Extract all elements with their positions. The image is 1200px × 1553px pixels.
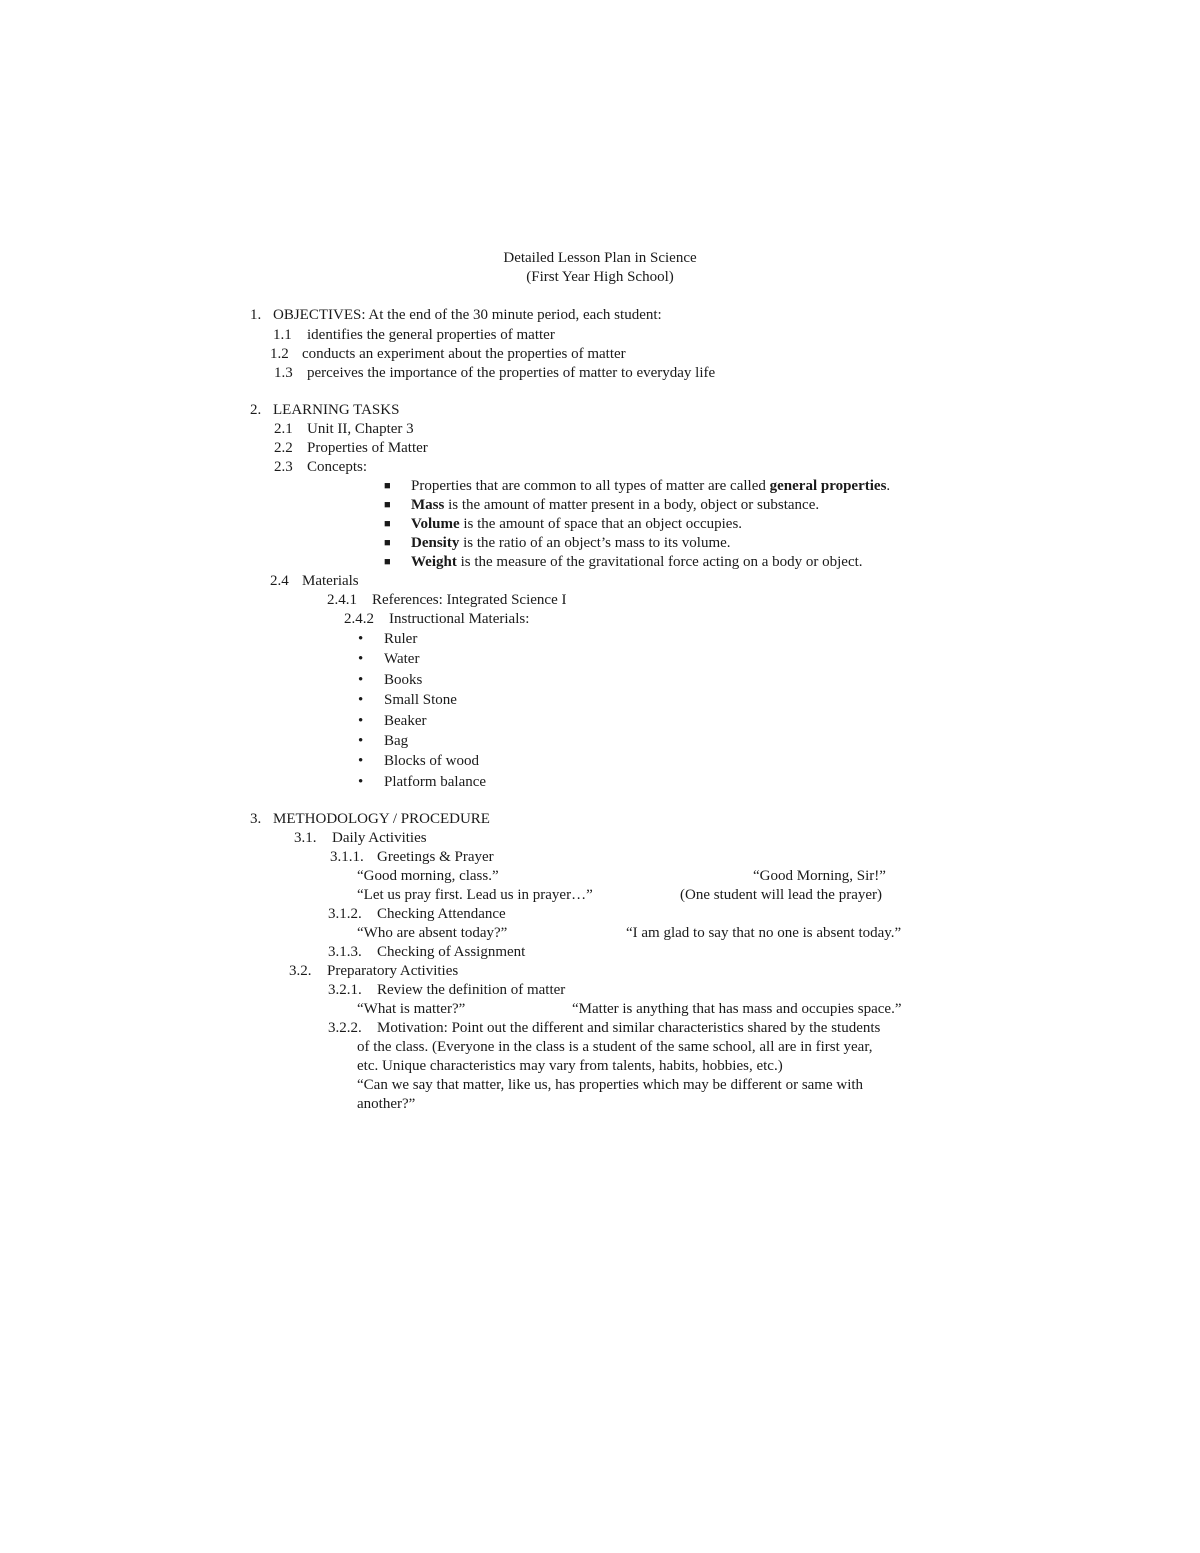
concept-2-term: Mass xyxy=(411,497,445,513)
section-1-number: 1. xyxy=(250,307,262,323)
material-item: Ruler xyxy=(384,631,418,647)
section-2-number: 2. xyxy=(250,402,262,418)
material-item: Bag xyxy=(384,733,409,749)
concept-4-term: Density xyxy=(411,535,460,551)
instructional-number: 2.4.2 xyxy=(344,611,374,627)
daily-activities-label: Daily Activities xyxy=(332,830,427,846)
preparatory-label: Preparatory Activities xyxy=(327,963,459,979)
concept-4-text: is the ratio of an object’s mass to its volume. xyxy=(459,535,731,551)
round-bullet-icon: • xyxy=(358,774,364,790)
motivation-number: 3.2.2. xyxy=(328,1020,362,1036)
round-bullet-icon: • xyxy=(358,713,364,729)
teacher-line: “Who are absent today?” xyxy=(357,925,508,941)
student-line: “I am glad to say that no one is absent today.” xyxy=(626,925,902,941)
teacher-line: “What is matter?” xyxy=(357,1001,466,1017)
objective-3-number: 1.3 xyxy=(274,365,293,381)
motivation-line: etc. Unique characteristics may vary from talents, habits, hobbies, etc.) xyxy=(357,1058,783,1074)
objective-2-text: conducts an experiment about the properties of matter xyxy=(302,346,626,362)
greetings-number: 3.1.1. xyxy=(330,849,364,865)
materials-number: 2.4 xyxy=(270,573,289,589)
references-number: 2.4.1 xyxy=(327,592,357,608)
document-title: Detailed Lesson Plan in Science xyxy=(503,250,697,266)
objective-1-text: identifies the general properties of matter xyxy=(307,327,555,343)
motivation-line: “Can we say that matter, like us, has properties which may be different or same with xyxy=(357,1077,864,1093)
concept-3-term: Volume xyxy=(411,516,460,532)
concept-3 xyxy=(411,515,742,534)
round-bullet-icon: • xyxy=(358,651,364,667)
instructional-text: Instructional Materials: xyxy=(389,611,530,627)
attendance-number: 3.1.2. xyxy=(328,906,362,922)
concept-3-text: is the amount of space that an object occupies. xyxy=(459,516,743,532)
concept-4 xyxy=(411,534,731,553)
material-item: Beaker xyxy=(384,713,427,729)
teacher-line: “Good morning, class.” xyxy=(357,868,499,884)
material-item: Books xyxy=(384,672,423,688)
task-3-text: Concepts: xyxy=(307,459,367,475)
assignment-number: 3.1.3. xyxy=(328,944,362,960)
concept-1 xyxy=(411,477,890,496)
material-item: Small Stone xyxy=(384,692,457,708)
round-bullet-icon: • xyxy=(358,692,364,708)
material-item: Water xyxy=(384,651,420,667)
motivation-line: another?” xyxy=(357,1096,416,1112)
concept-1-text: Properties that are common to all types of matter are called xyxy=(411,478,770,494)
concept-5 xyxy=(411,553,863,572)
objective-2-number: 1.2 xyxy=(270,346,289,362)
concept-5-term: Weight xyxy=(411,554,457,570)
round-bullet-icon: • xyxy=(358,733,364,749)
concept-1-suffix: . xyxy=(886,478,891,494)
greetings-label: Greetings & Prayer xyxy=(377,849,494,865)
square-bullet-icon: ■ xyxy=(384,499,391,511)
material-item: Platform balance xyxy=(384,774,487,790)
task-2-number: 2.2 xyxy=(274,440,293,456)
task-1-text: Unit II, Chapter 3 xyxy=(307,421,414,437)
task-3-number: 2.3 xyxy=(274,459,293,475)
review-number: 3.2.1. xyxy=(328,982,362,998)
student-line: “Matter is anything that has mass and occupies space.” xyxy=(572,1001,902,1017)
assignment-label: Checking of Assignment xyxy=(377,944,526,960)
teacher-line: “Let us pray first. Lead us in prayer…” xyxy=(357,887,593,903)
attendance-label: Checking Attendance xyxy=(377,906,506,922)
section-3-heading: METHODOLOGY / PROCEDURE xyxy=(273,811,490,827)
daily-activities-number: 3.1. xyxy=(294,830,317,846)
square-bullet-icon: ■ xyxy=(384,518,391,530)
preparatory-number: 3.2. xyxy=(289,963,312,979)
student-line: (One student will lead the prayer) xyxy=(680,887,883,903)
concept-1-term: general properties xyxy=(769,478,887,494)
task-1-number: 2.1 xyxy=(274,421,293,437)
references-text: References: Integrated Science I xyxy=(372,592,567,608)
square-bullet-icon: ■ xyxy=(384,480,391,492)
motivation-line: Motivation: Point out the different and similar characteristics shared by the students xyxy=(377,1020,881,1036)
round-bullet-icon: • xyxy=(358,631,364,647)
section-1-heading: OBJECTIVES: At the end of the 30 minute period, each student: xyxy=(273,307,662,323)
concept-2-text: is the amount of matter present in a body, object or substance. xyxy=(444,497,820,513)
objective-3-text: perceives the importance of the properties of matter to everyday life xyxy=(307,365,716,381)
square-bullet-icon: ■ xyxy=(384,537,391,549)
material-item: Blocks of wood xyxy=(384,753,479,769)
materials-label: Materials xyxy=(302,573,359,589)
review-label: Review the definition of matter xyxy=(377,982,566,998)
document-subtitle: (First Year High School) xyxy=(526,269,674,285)
section-2-heading: LEARNING TASKS xyxy=(273,402,400,418)
student-line: “Good Morning, Sir!” xyxy=(753,868,886,884)
section-3-number: 3. xyxy=(250,811,262,827)
concept-5-text: is the measure of the gravitational force acting on a body or object. xyxy=(456,554,863,570)
round-bullet-icon: • xyxy=(358,753,364,769)
concept-2 xyxy=(411,496,819,515)
objective-1-number: 1.1 xyxy=(273,327,292,343)
motivation-line: of the class. (Everyone in the class is a student of the same school, all are in first year, xyxy=(357,1039,873,1055)
square-bullet-icon: ■ xyxy=(384,556,391,568)
round-bullet-icon: • xyxy=(358,672,364,688)
task-2-text: Properties of Matter xyxy=(307,440,428,456)
